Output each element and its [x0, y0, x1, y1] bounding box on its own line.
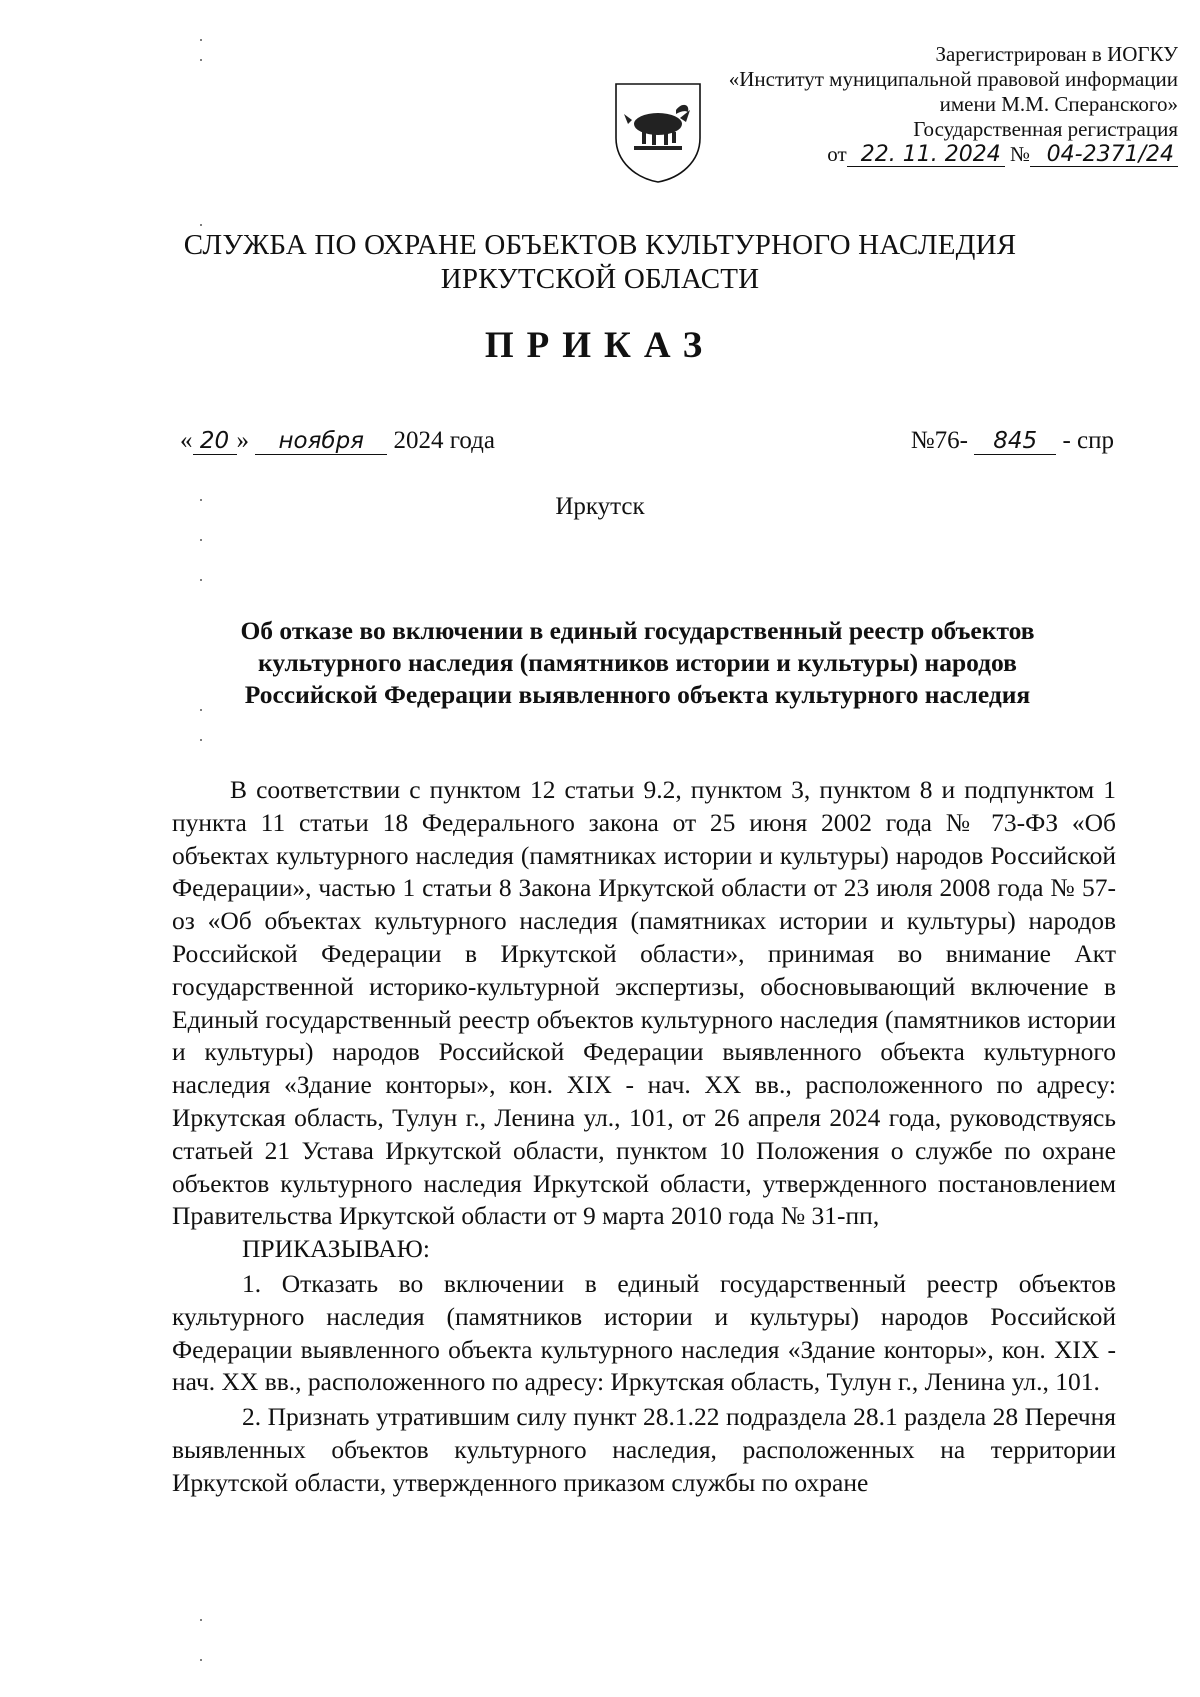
document-type-title: ПРИКАЗ [484, 325, 716, 366]
order-number-suffix: - спр [1062, 427, 1114, 454]
registration-number-prefix: № [1009, 142, 1030, 166]
order-heading [175, 615, 1100, 711]
agency-name-line-1: СЛУЖБА ПО ОХРАНЕ ОБЪЕКТОВ КУЛЬТУРНОГО НАСЛЕДИЯ [183, 229, 1017, 261]
order-date [180, 426, 495, 456]
order-number-handwritten: 845 [974, 428, 1056, 455]
heading-line-3: Российской Федерации выявленного объекта культурного наследия [244, 680, 1031, 709]
agency-name [0, 228, 1200, 296]
date-close-quote: » [236, 427, 249, 454]
order-number-prefix: №76- [910, 427, 968, 454]
coat-of-arms-icon [612, 80, 704, 184]
registration-date-prefix: от [827, 142, 847, 166]
order-number [911, 426, 1114, 456]
registration-number: 04-2371/24 [1030, 144, 1178, 167]
preamble-paragraph: В соответствии с пунктом 12 статьи 9.2, пунктом 3, пунктом 8 и подпунктом 1 пункта 11 статьи 18 Федерального закона от 25 июня 2002 года № 73-ФЗ «Об объектах культурного наследия (памятниках истории и культуры) народов Российской Федерации», частью 1 статьи 8 Закона Иркутской области от 23 июля 2008 года № 57-оз «Об объектах культурного наследия (памятниках истории и культуры) народов Российской Федерации в Иркутской области», принимая во внимание Акт государственной историко-культурной экспертизы, обосновывающий включение в Единый государственный реестр объектов культурного наследия (памятников истории и культуры) народов Российской Федерации выявленного объекта культурного наследия «Здание конторы», кон. XIX - нач. XX вв., расположенного по адресу: Иркутская область, Тулун г., Ленина ул., 101, от 26 апреля 2024 года, руководствуясь статьей 21 Устава Иркутской области, пунктом 10 Положения о службе по охране объектов культурного наследия Иркутской области, утвержденного постановлением Правительства Иркутской области от 9 марта 2010 года № 31-пп, [172, 775, 1116, 1231]
registration-line-2: «Институт муниципальной правовой информации [728, 67, 1178, 91]
registration-date-line [658, 142, 1178, 167]
date-month: ноября [255, 428, 387, 455]
heading-line-1: Об отказе во включении в единый государственный реестр объектов [240, 616, 1035, 645]
decree-word: ПРИКАЗЫВАЮ: [242, 1234, 430, 1264]
date-day: 20 [193, 428, 237, 455]
registration-line-3: имени М.М. Сперанского» [939, 92, 1178, 116]
date-open-quote: « [180, 427, 193, 454]
issue-city: Иркутск [555, 493, 645, 520]
order-body [172, 774, 1116, 1500]
order-item-2: 2. Признать утратившим силу пункт 28.1.22 подраздела 28.1 раздела 28 Перечня выявленных объектов культурного наследия, расположенных на территории Иркутской области, утвержденного приказом службы по охране [172, 1402, 1116, 1497]
registration-line-4: Государственная регистрация [913, 117, 1178, 141]
date-year: 2024 года [393, 427, 495, 454]
registration-line-1: Зарегистрирован в ИОГКУ [935, 42, 1178, 66]
order-item-1: 1. Отказать во включении в единый государственный реестр объектов культурного наследия (памятников истории и культуры) народов Российской Федерации выявленного объекта культурного наследия «Здание конторы», кон. XIX - нач. XX вв., расположенного по адресу: Иркутская область, Тулун г., Ленина ул., 101. [172, 1268, 1116, 1397]
registration-date: 22. 11. 2024 [847, 144, 1005, 167]
registration-stamp [658, 42, 1178, 167]
heading-line-2: культурного наследия (памятников истории и культуры) народов [258, 648, 1017, 677]
agency-name-line-2: ИРКУТСКОЙ ОБЛАСТИ [440, 263, 760, 295]
